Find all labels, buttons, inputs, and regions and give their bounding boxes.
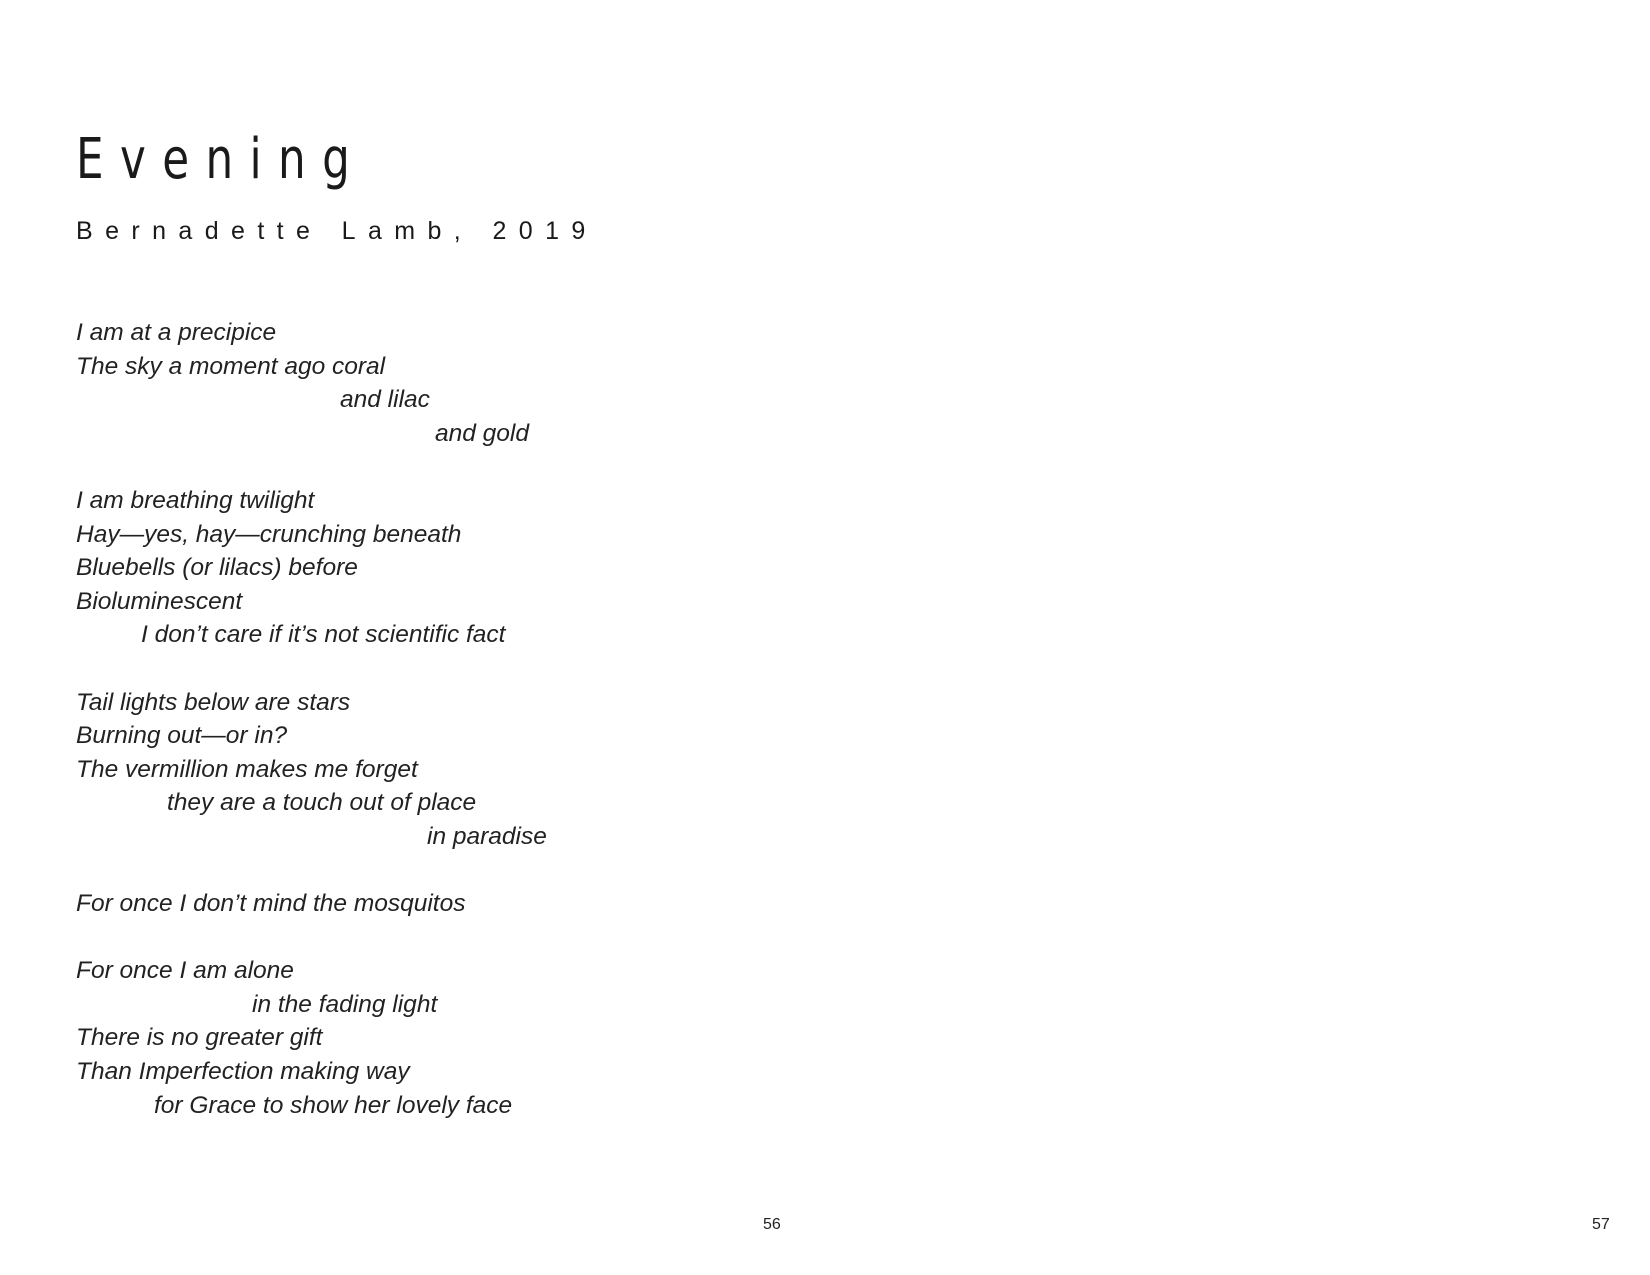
poem-line: Bluebells (or lilacs) before — [76, 554, 358, 582]
poem-line: for Grace to show her lovely face — [154, 1091, 513, 1119]
poem-line: For once I don’t mind the mosquitos — [76, 890, 466, 918]
poem-line: Tail lights below are stars — [76, 688, 351, 716]
poem-line: I don’t care if it’s not scientific fact — [141, 621, 506, 649]
poem-line: they are a touch out of place — [167, 789, 477, 817]
poem-line: Bioluminescent — [76, 587, 243, 615]
stanza-break — [76, 450, 776, 484]
poem-line: The sky a moment ago coral — [76, 352, 386, 380]
poem-line: and lilac — [340, 386, 430, 414]
poem-line: I am breathing twilight — [76, 486, 315, 514]
poem-line: in the fading light — [252, 990, 438, 1018]
poem-line: Than Imperfection making way — [76, 1058, 410, 1086]
stanza-break — [76, 854, 776, 888]
poem-line: Hay—yes, hay—crunching beneath — [76, 520, 462, 548]
stanza-break — [76, 921, 776, 955]
poem-line: in paradise — [427, 822, 547, 850]
poem-line: Burning out—or in? — [76, 722, 288, 750]
page-number-right: 57 — [1592, 1216, 1610, 1233]
right-page — [825, 0, 1650, 1275]
poem-title: Evening — [76, 127, 367, 192]
stanza-break — [76, 652, 776, 686]
poem-line: For once I am alone — [76, 957, 294, 985]
poem-byline: Bernadette Lamb, 2019 — [76, 217, 598, 245]
poem-body — [76, 316, 776, 1122]
poem-line: and gold — [435, 419, 530, 447]
page-number-left: 56 — [763, 1216, 781, 1233]
poem-line: There is no greater gift — [76, 1024, 323, 1052]
poem-line: The vermillion makes me forget — [76, 755, 418, 783]
poem-line: I am at a precipice — [76, 319, 277, 346]
